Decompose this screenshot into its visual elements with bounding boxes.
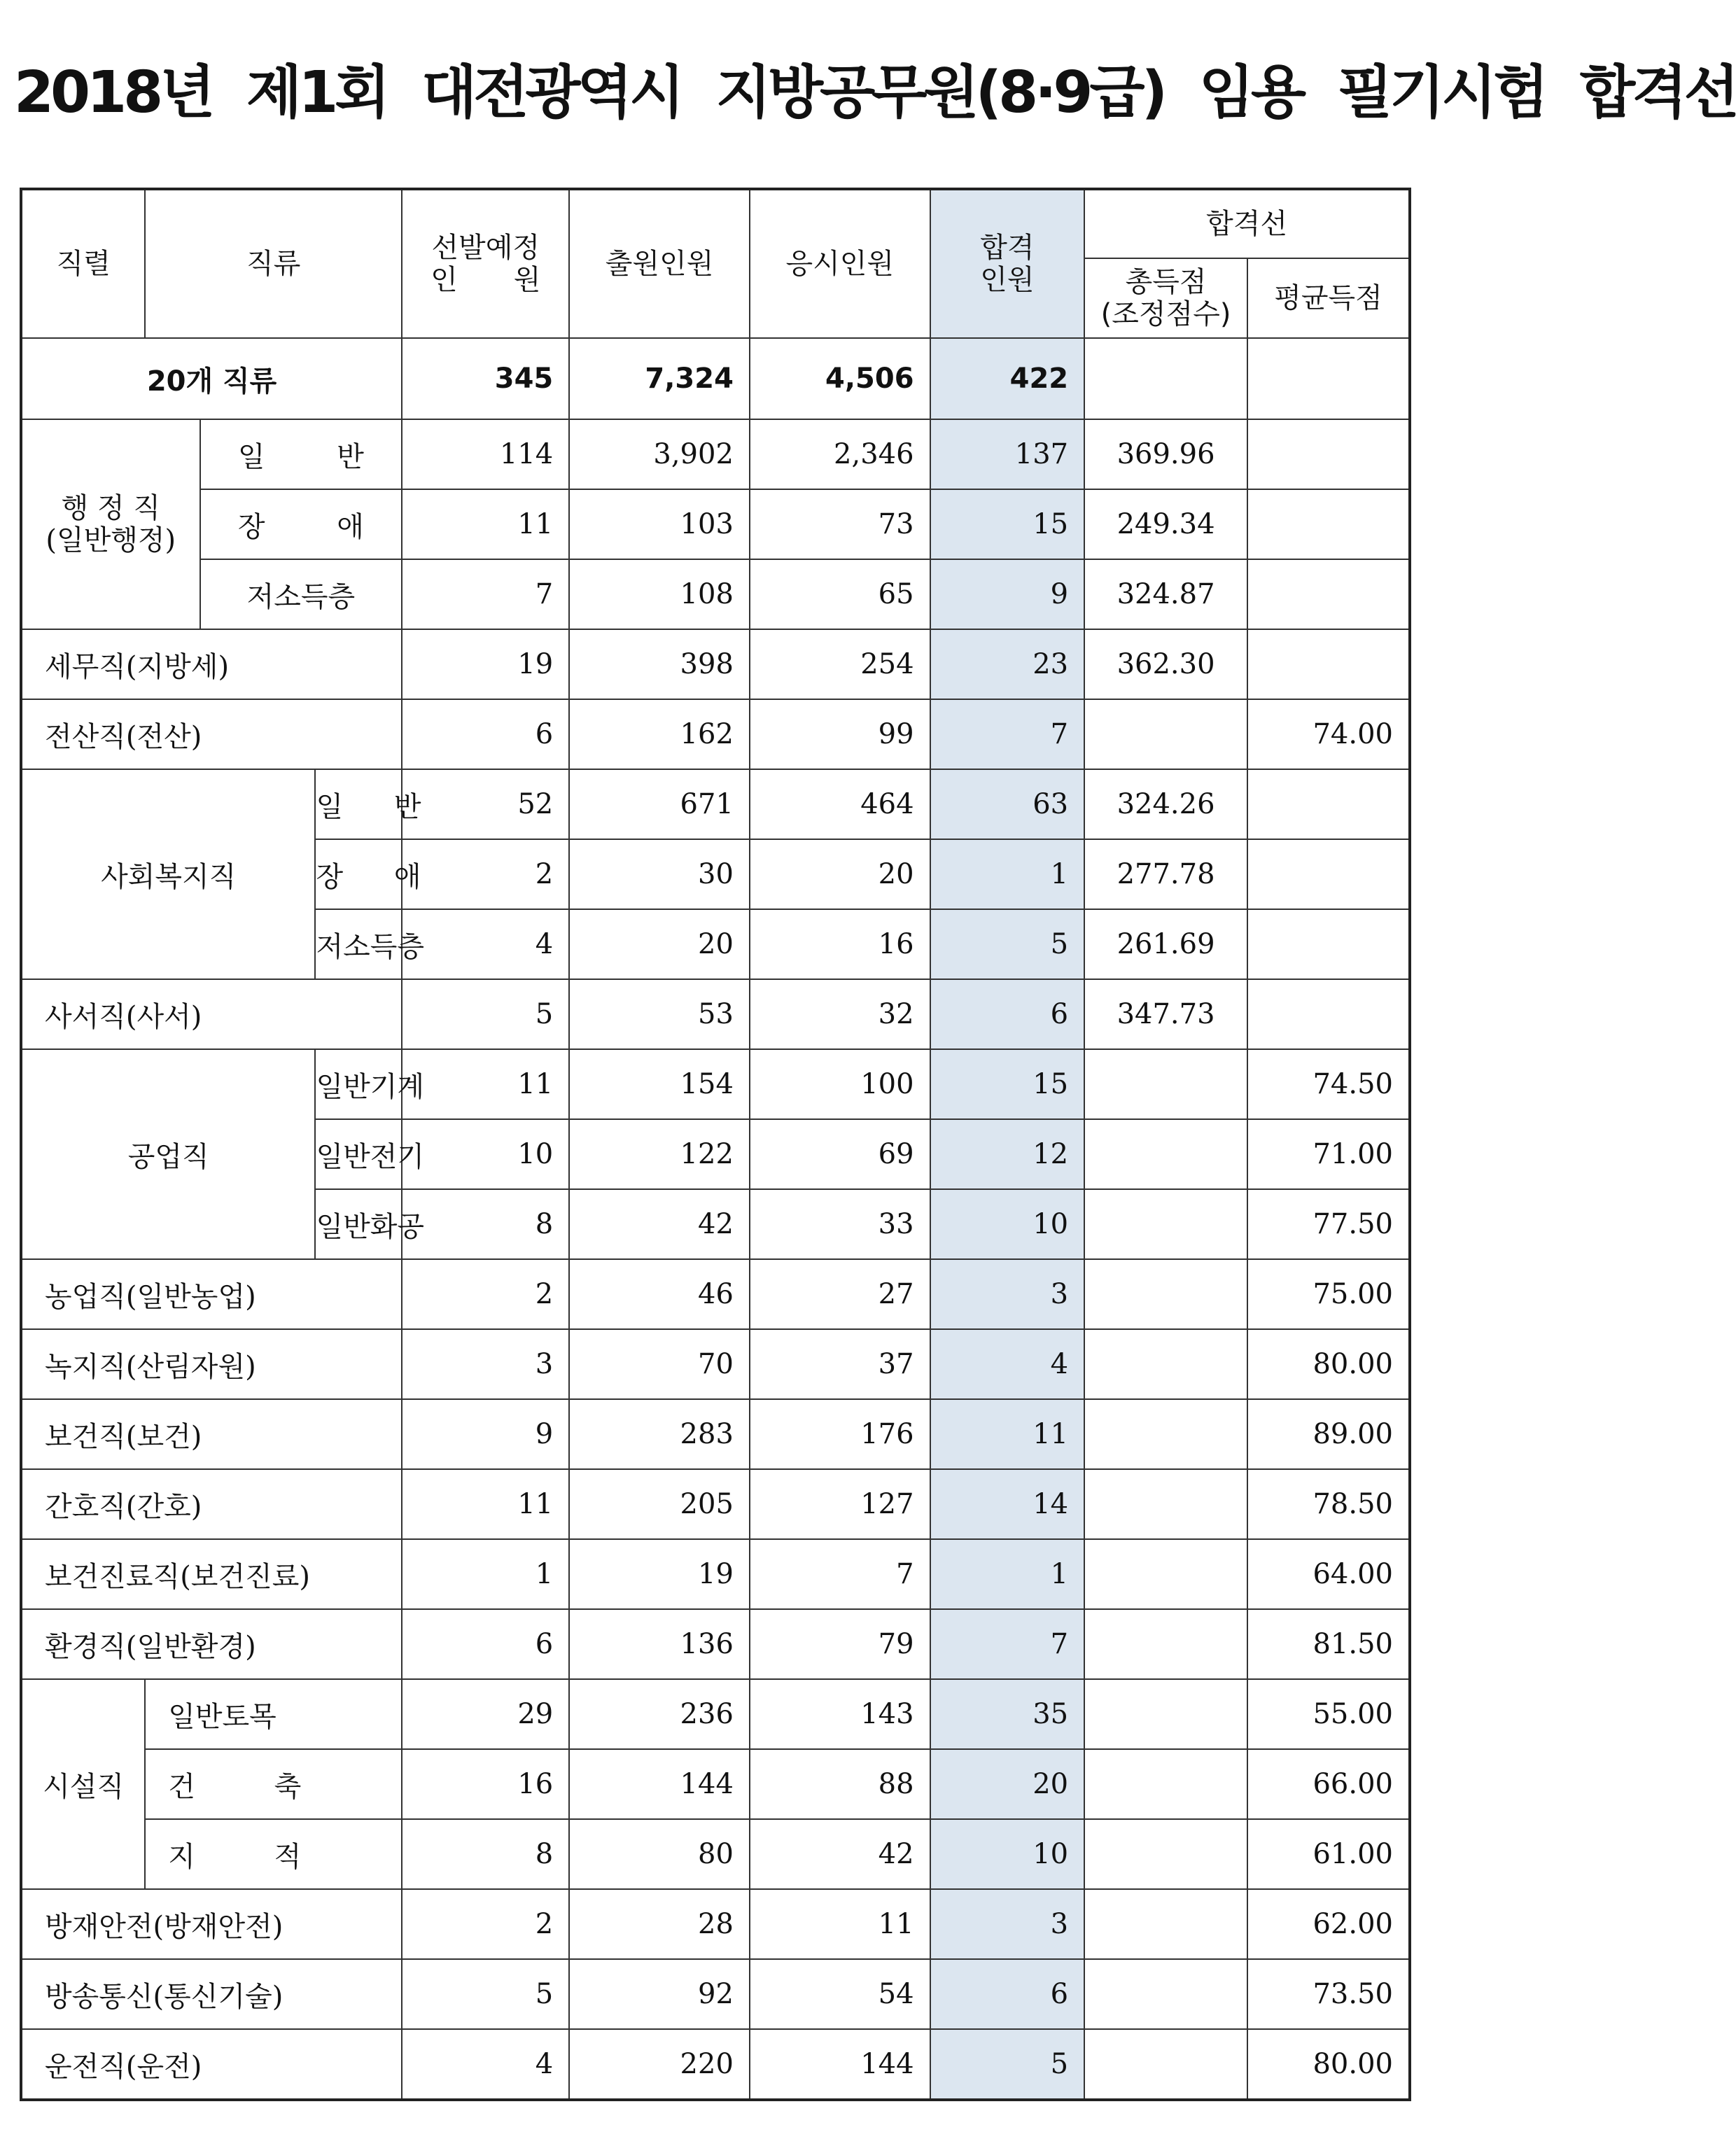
cell-planned: 6	[402, 699, 569, 769]
sub-label: 장 애	[200, 489, 402, 559]
cell-avg-score	[1247, 839, 1410, 909]
cell-applied: 103	[569, 489, 750, 559]
table-row	[21, 1399, 1410, 1469]
table-row	[21, 1259, 1410, 1329]
cell-applied: 80	[569, 1819, 750, 1889]
cell-avg-score	[1247, 629, 1410, 699]
cell-passed: 3	[930, 1259, 1085, 1329]
group-label-industrial: 공업직	[21, 1049, 315, 1259]
sub-label: 일반토목	[145, 1679, 402, 1749]
sub-label: 지 적	[145, 1819, 402, 1889]
cell-planned: 1	[402, 1539, 569, 1609]
sub-label: 저소득층	[200, 559, 402, 629]
cell-applied: 144	[569, 1749, 750, 1819]
row-label: 보건진료직(보건진료)	[21, 1539, 402, 1609]
cell-total-score	[1084, 1469, 1247, 1539]
row-label: 사서직(사서)	[21, 979, 402, 1049]
cell-applied: 283	[569, 1399, 750, 1469]
cell-tested: 144	[750, 2029, 930, 2100]
cell-total-score: 261.69	[1084, 909, 1247, 979]
cell-tested: 143	[750, 1679, 930, 1749]
table-row	[21, 1819, 1410, 1889]
cell-tested: 69	[750, 1119, 930, 1189]
cell-applied: 398	[569, 629, 750, 699]
table-row	[21, 1749, 1410, 1819]
cell-applied: 20	[569, 909, 750, 979]
cell-planned: 6	[402, 1609, 569, 1679]
cell-tested: 254	[750, 629, 930, 699]
cell-tested: 27	[750, 1259, 930, 1329]
header-tested: 응시인원	[750, 189, 930, 338]
cell-passed: 12	[930, 1119, 1085, 1189]
cell-avg-score: 66.00	[1247, 1749, 1410, 1819]
cell-applied: 46	[569, 1259, 750, 1329]
cell-tested: 20	[750, 839, 930, 909]
cell-avg-score: 74.00	[1247, 699, 1410, 769]
table-row	[21, 1049, 1410, 1119]
cell-passed: 7	[930, 699, 1085, 769]
cell-avg-score: 55.00	[1247, 1679, 1410, 1749]
group-label-admin: 행 정 직 (일반행정)	[21, 419, 200, 629]
cell-applied: 42	[569, 1189, 750, 1259]
cell-passed: 5	[930, 909, 1085, 979]
row-label: 운전직(운전)	[21, 2029, 402, 2100]
cell-avg-score	[1247, 489, 1410, 559]
cell-total-score	[1084, 1749, 1247, 1819]
cell-applied: 108	[569, 559, 750, 629]
cell-total-score	[1084, 1259, 1247, 1329]
group-label-welfare: 사회복지직	[21, 769, 315, 979]
cell-total-score	[1084, 1329, 1247, 1399]
cell-applied: 3,902	[569, 419, 750, 489]
cell-tested: 16	[750, 909, 930, 979]
cell-total-score: 324.26	[1084, 769, 1247, 839]
cell-total-score: 347.73	[1084, 979, 1247, 1049]
cell-applied: 53	[569, 979, 750, 1049]
cell-passed: 11	[930, 1399, 1085, 1469]
cell-passed: 137	[930, 419, 1085, 489]
cell-planned: 19	[402, 629, 569, 699]
row-label: 세무직(지방세)	[21, 629, 402, 699]
cell-passed: 15	[930, 1049, 1085, 1119]
cell-total-score: 277.78	[1084, 839, 1247, 909]
cell-planned: 16	[402, 1749, 569, 1819]
cell-avg-score: 77.50	[1247, 1189, 1410, 1259]
cell-planned: 8	[402, 1819, 569, 1889]
sub-label: 일반화공	[315, 1189, 402, 1259]
cell-passed: 14	[930, 1469, 1085, 1539]
cell-tested: 464	[750, 769, 930, 839]
cell-avg-score: 73.50	[1247, 1959, 1410, 2029]
cell-tested: 100	[750, 1049, 930, 1119]
cell-total-score: 324.87	[1084, 559, 1247, 629]
row-label: 전산직(전산)	[21, 699, 402, 769]
cell-total-score	[1084, 699, 1247, 769]
row-label: 간호직(간호)	[21, 1469, 402, 1539]
cell-avg-score: 89.00	[1247, 1399, 1410, 1469]
cell-total-score: 362.30	[1084, 629, 1247, 699]
cell-total-score	[1084, 1609, 1247, 1679]
sub-label: 저소득층	[315, 909, 402, 979]
cell-passed: 9	[930, 559, 1085, 629]
cell-passed: 7	[930, 1609, 1085, 1679]
cell-passed: 6	[930, 979, 1085, 1049]
cell-planned: 114	[402, 419, 569, 489]
cell-planned: 5	[402, 979, 569, 1049]
total-planned: 345	[402, 338, 569, 419]
cell-applied: 154	[569, 1049, 750, 1119]
cell-planned: 8	[402, 1189, 569, 1259]
group-label-facility: 시설직	[21, 1679, 145, 1889]
cell-passed: 6	[930, 1959, 1085, 2029]
cell-applied: 92	[569, 1959, 750, 2029]
cell-applied: 30	[569, 839, 750, 909]
cell-planned: 2	[402, 839, 569, 909]
header-applied: 출원인원	[569, 189, 750, 338]
cell-total-score	[1084, 1889, 1247, 1959]
header-series: 직렬	[21, 189, 145, 338]
sub-label: 일반전기	[315, 1119, 402, 1189]
cell-avg-score: 71.00	[1247, 1119, 1410, 1189]
cell-avg-score: 61.00	[1247, 1819, 1410, 1889]
cell-planned: 2	[402, 1259, 569, 1329]
cell-avg-score: 75.00	[1247, 1259, 1410, 1329]
header-planned: 선발예정 인 원	[402, 189, 569, 338]
cell-passed: 5	[930, 2029, 1085, 2100]
total-passed: 422	[930, 338, 1085, 419]
cell-planned: 5	[402, 1959, 569, 2029]
cell-total-score	[1084, 1959, 1247, 2029]
row-label: 녹지직(산림자원)	[21, 1329, 402, 1399]
cell-tested: 2,346	[750, 419, 930, 489]
table-row	[21, 1889, 1410, 1959]
table-row	[21, 1539, 1410, 1609]
table-row	[21, 629, 1410, 699]
cell-applied: 28	[569, 1889, 750, 1959]
row-label: 보건직(보건)	[21, 1399, 402, 1469]
header-passed: 합격 인원	[930, 189, 1085, 338]
cell-passed: 3	[930, 1889, 1085, 1959]
cell-planned: 7	[402, 559, 569, 629]
header-row	[21, 189, 1410, 258]
cell-avg-score: 81.50	[1247, 1609, 1410, 1679]
sub-label: 일 반	[315, 769, 402, 839]
cell-applied: 19	[569, 1539, 750, 1609]
cell-avg-score: 74.50	[1247, 1049, 1410, 1119]
cell-avg-score	[1247, 769, 1410, 839]
sub-label: 장 애	[315, 839, 402, 909]
table-row	[21, 979, 1410, 1049]
cell-total-score	[1084, 2029, 1247, 2100]
total-avg-score	[1247, 338, 1410, 419]
sub-label: 건 축	[145, 1749, 402, 1819]
cell-passed: 4	[930, 1329, 1085, 1399]
cell-tested: 32	[750, 979, 930, 1049]
cell-avg-score	[1247, 979, 1410, 1049]
cell-applied: 122	[569, 1119, 750, 1189]
cell-tested: 65	[750, 559, 930, 629]
cell-planned: 9	[402, 1399, 569, 1469]
table-row	[21, 699, 1410, 769]
cell-applied: 136	[569, 1609, 750, 1679]
cell-tested: 11	[750, 1889, 930, 1959]
cell-passed: 1	[930, 839, 1085, 909]
cell-total-score	[1084, 1119, 1247, 1189]
cell-applied: 162	[569, 699, 750, 769]
cell-planned: 2	[402, 1889, 569, 1959]
cell-tested: 88	[750, 1749, 930, 1819]
cell-tested: 42	[750, 1819, 930, 1889]
table-row	[21, 1959, 1410, 2029]
table-row	[21, 489, 1410, 559]
table-row	[21, 1329, 1410, 1399]
header-avg-score: 평균득점	[1247, 258, 1410, 338]
cell-total-score: 369.96	[1084, 419, 1247, 489]
total-tested: 4,506	[750, 338, 930, 419]
total-row	[21, 338, 1410, 419]
cell-avg-score: 64.00	[1247, 1539, 1410, 1609]
cell-tested: 7	[750, 1539, 930, 1609]
cell-planned: 11	[402, 1049, 569, 1119]
cell-planned: 52	[402, 769, 569, 839]
cell-total-score	[1084, 1399, 1247, 1469]
cell-avg-score: 62.00	[1247, 1889, 1410, 1959]
table-row	[21, 769, 1410, 839]
cell-total-score	[1084, 1539, 1247, 1609]
cell-applied: 205	[569, 1469, 750, 1539]
table-row	[21, 419, 1410, 489]
page-title: 2018년 제1회 대전광역시 지방공무원(8·9급) 임용 필기시험 합격선	[14, 59, 1736, 126]
sub-label: 일반기계	[315, 1049, 402, 1119]
cell-tested: 54	[750, 1959, 930, 2029]
pass-line-table	[20, 188, 1411, 2101]
row-label: 방재안전(방재안전)	[21, 1889, 402, 1959]
cell-avg-score	[1247, 909, 1410, 979]
cell-passed: 23	[930, 629, 1085, 699]
cell-planned: 10	[402, 1119, 569, 1189]
cell-passed: 15	[930, 489, 1085, 559]
cell-tested: 73	[750, 489, 930, 559]
cell-passed: 35	[930, 1679, 1085, 1749]
cell-passed: 10	[930, 1189, 1085, 1259]
cell-planned: 4	[402, 2029, 569, 2100]
cell-total-score	[1084, 1819, 1247, 1889]
total-applied: 7,324	[569, 338, 750, 419]
cell-avg-score	[1247, 419, 1410, 489]
cell-planned: 29	[402, 1679, 569, 1749]
cell-applied: 220	[569, 2029, 750, 2100]
cell-avg-score: 80.00	[1247, 1329, 1410, 1399]
cell-planned: 11	[402, 489, 569, 559]
table-row	[21, 1679, 1410, 1749]
table-row	[21, 1469, 1410, 1539]
cell-planned: 4	[402, 909, 569, 979]
total-label: 20개 직류	[21, 338, 402, 419]
cell-total-score	[1084, 1189, 1247, 1259]
cell-avg-score: 80.00	[1247, 2029, 1410, 2100]
cell-planned: 3	[402, 1329, 569, 1399]
header-pass-line: 합격선	[1084, 189, 1410, 258]
cell-tested: 99	[750, 699, 930, 769]
cell-tested: 176	[750, 1399, 930, 1469]
cell-applied: 70	[569, 1329, 750, 1399]
table-row	[21, 1609, 1410, 1679]
header-subseries: 직류	[145, 189, 402, 338]
cell-applied: 671	[569, 769, 750, 839]
cell-passed: 20	[930, 1749, 1085, 1819]
table-row	[21, 2029, 1410, 2100]
cell-tested: 33	[750, 1189, 930, 1259]
cell-applied: 236	[569, 1679, 750, 1749]
row-label: 농업직(일반농업)	[21, 1259, 402, 1329]
cell-total-score	[1084, 1679, 1247, 1749]
cell-planned: 11	[402, 1469, 569, 1539]
sub-label: 일 반	[200, 419, 402, 489]
cell-passed: 1	[930, 1539, 1085, 1609]
total-total-score	[1084, 338, 1247, 419]
cell-tested: 127	[750, 1469, 930, 1539]
cell-tested: 79	[750, 1609, 930, 1679]
cell-avg-score: 78.50	[1247, 1469, 1410, 1539]
cell-tested: 37	[750, 1329, 930, 1399]
row-label: 방송통신(통신기술)	[21, 1959, 402, 2029]
cell-passed: 63	[930, 769, 1085, 839]
header-total-score: 총득점 (조정점수)	[1084, 258, 1247, 338]
row-label: 환경직(일반환경)	[21, 1609, 402, 1679]
cell-avg-score	[1247, 559, 1410, 629]
cell-total-score: 249.34	[1084, 489, 1247, 559]
cell-passed: 10	[930, 1819, 1085, 1889]
cell-total-score	[1084, 1049, 1247, 1119]
table-row	[21, 559, 1410, 629]
